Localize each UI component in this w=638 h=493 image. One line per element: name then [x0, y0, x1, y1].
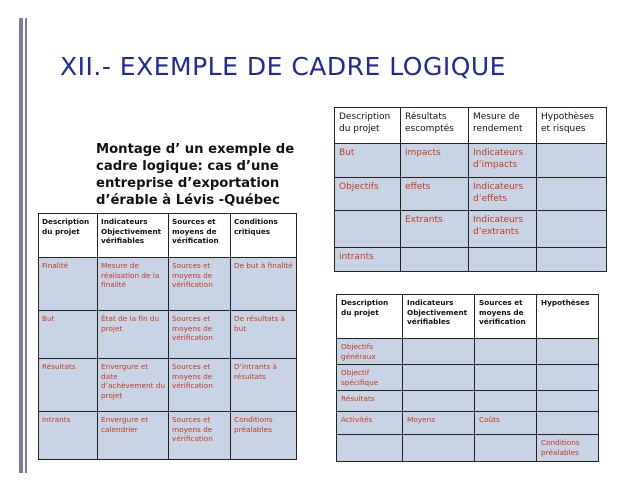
- table-cell: [537, 365, 599, 391]
- subtitle-line: cadre logique: cas d’une: [96, 159, 279, 174]
- table-row: [337, 391, 599, 412]
- table-cell: Finalité: [39, 258, 98, 311]
- table-cell: Activités: [337, 412, 403, 435]
- table-cell: Sources et moyens de vérification: [169, 258, 231, 311]
- table-cell: D’intrants à résultats: [231, 359, 297, 412]
- table-cell: Indicateurs d’extrants: [469, 211, 537, 248]
- subtitle-line: entreprise d’exportation: [96, 176, 280, 191]
- table-row: [337, 435, 599, 461]
- logical-framework-table-bottom: [336, 294, 599, 462]
- table-row: [39, 258, 297, 311]
- header-cell: Description du projet: [335, 108, 401, 144]
- table-cell: Envergure et date d’achèvement du projet: [98, 359, 169, 412]
- table-cell: But: [39, 311, 98, 359]
- table-row: [335, 178, 607, 211]
- header-cell: Indicateurs Objectivement vérifiables: [98, 214, 169, 258]
- table-cell: Conditions préalables: [231, 412, 297, 460]
- table-cell: Extrants: [401, 211, 469, 248]
- table-cell: [475, 339, 537, 365]
- header-cell: Résultats escomptés: [401, 108, 469, 144]
- slide-left-rule: [19, 18, 23, 473]
- table-row: [337, 339, 599, 365]
- table-cell: Objectif spécifique: [337, 365, 403, 391]
- table-cell: impacts: [401, 144, 469, 178]
- table-cell: Intrants: [39, 412, 98, 460]
- table-cell: [403, 435, 475, 461]
- slide-title: XII.- EXEMPLE DE CADRE LOGIQUE: [60, 52, 506, 81]
- slide-subtitle: [96, 141, 336, 209]
- table-cell: [537, 412, 599, 435]
- table-cell: effets: [401, 178, 469, 211]
- table-row: [337, 412, 599, 435]
- table-cell: Sources et moyens de vérification: [169, 359, 231, 412]
- table-row: [39, 359, 297, 412]
- table-cell: [337, 435, 403, 461]
- table-cell: Résultats: [337, 391, 403, 412]
- table-cell: [475, 365, 537, 391]
- table-row: [39, 412, 297, 460]
- table-cell: [537, 211, 607, 248]
- subtitle-line: d’érable à Lévis -Québec: [96, 193, 280, 208]
- table-cell: De résultats à but: [231, 311, 297, 359]
- header-cell: Conditions critiques: [231, 214, 297, 258]
- table-cell: [475, 435, 537, 461]
- table-cell: Résultats: [39, 359, 98, 412]
- table-cell: [403, 391, 475, 412]
- table-cell: [401, 248, 469, 272]
- table-cell: [403, 365, 475, 391]
- slide-left-rule-thin: [25, 18, 27, 473]
- table-header-row: [335, 108, 607, 144]
- table-cell: [475, 391, 537, 412]
- header-cell: Description du projet: [337, 295, 403, 339]
- table-cell: Mesure de réalisation de la finalité: [98, 258, 169, 311]
- table-cell: De but à finalité: [231, 258, 297, 311]
- table-row: [337, 365, 599, 391]
- table-cell: Coûts: [475, 412, 537, 435]
- table-cell: Indicateurs d’effets: [469, 178, 537, 211]
- subtitle-line: Montage d’ un exemple de: [96, 142, 295, 157]
- table-row: [335, 211, 607, 248]
- table-cell: [537, 391, 599, 412]
- table-row: [39, 311, 297, 359]
- table-cell: [537, 339, 599, 365]
- table-cell: Envergure et calendrier: [98, 412, 169, 460]
- table-cell: Conditions préalables: [537, 435, 599, 461]
- table-cell: État de la fin du projet: [98, 311, 169, 359]
- table-cell: Sources et moyens de vérification: [169, 412, 231, 460]
- table-cell: Moyens: [403, 412, 475, 435]
- table-cell: [403, 339, 475, 365]
- table-cell: [537, 178, 607, 211]
- table-cell: [469, 248, 537, 272]
- logical-framework-table-left: [38, 213, 297, 460]
- table-cell: Objectifs: [335, 178, 401, 211]
- header-cell: Description du projet: [39, 214, 98, 258]
- logical-framework-table-results: [334, 107, 607, 272]
- header-cell: Indicateurs Objectivement vérifiables: [403, 295, 475, 339]
- table-cell: [537, 248, 607, 272]
- table-header-row: [337, 295, 599, 339]
- header-cell: Sources et moyens de vérification: [475, 295, 537, 339]
- table-cell: [537, 144, 607, 178]
- table-cell: Objectifs généraux: [337, 339, 403, 365]
- table-cell: Sources et moyens de vérification: [169, 311, 231, 359]
- table-header-row: [39, 214, 297, 258]
- table-cell: But: [335, 144, 401, 178]
- header-cell: Sources et moyens de vérification: [169, 214, 231, 258]
- header-cell: Hypothèses: [537, 295, 599, 339]
- table-cell: [335, 211, 401, 248]
- header-cell: Mesure de rendement: [469, 108, 537, 144]
- table-row: [335, 248, 607, 272]
- table-cell: intrants: [335, 248, 401, 272]
- table-cell: Indicateurs d’impacts: [469, 144, 537, 178]
- header-cell: Hypothèses et risques: [537, 108, 607, 144]
- table-row: [335, 144, 607, 178]
